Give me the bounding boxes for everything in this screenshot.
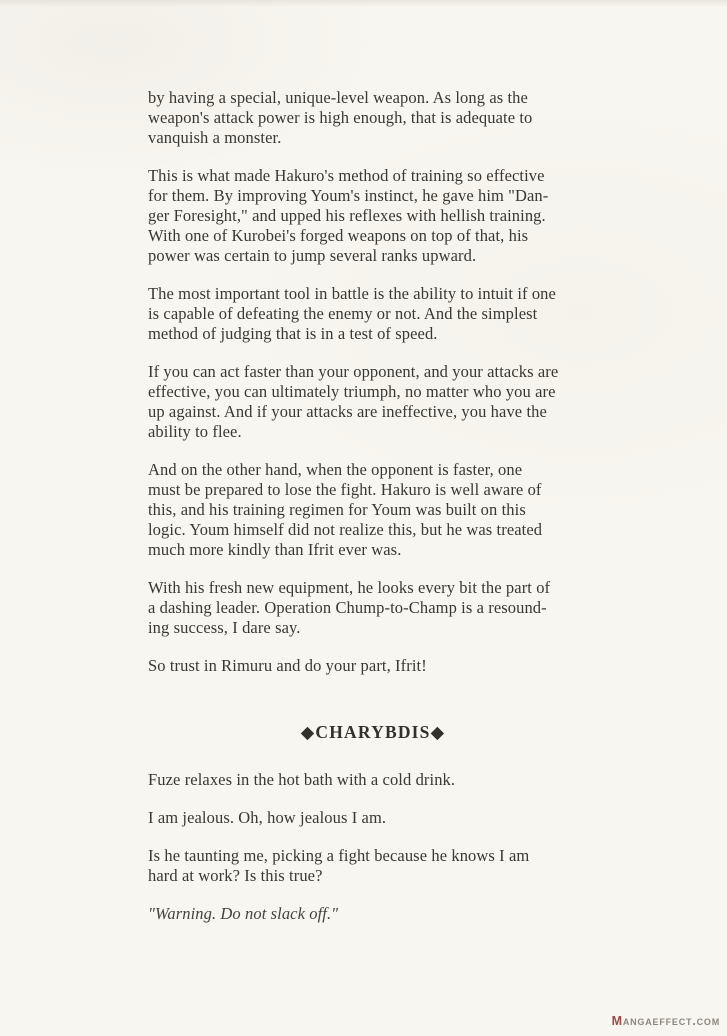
text-line: "Warning. Do not slack off."	[148, 904, 339, 923]
paragraph	[148, 578, 598, 638]
watermark-initial: M	[611, 1014, 623, 1028]
text-line: logic. Youm himself did not realize this, but he was treated	[148, 520, 543, 539]
watermark	[612, 1014, 720, 1028]
text-line: up against. And if your attacks are ineffective, you have the	[148, 402, 547, 421]
text-line: effective, you can ultimately triumph, no matter who you are	[148, 382, 556, 401]
text-line: The most important tool in battle is the ability to intuit if one	[148, 284, 556, 303]
text-line: If you can act faster than your opponent, and your attacks are	[148, 362, 559, 381]
text-line: Is he taunting me, picking a fight because he knows I am	[148, 846, 530, 865]
text-line: weapon's attack power is high enough, that is adequate to	[148, 108, 533, 127]
text-line: ing success, I dare say.	[148, 618, 301, 637]
text-line: by having a special, unique-level weapon. As long as the	[148, 88, 528, 107]
text-line: Fuze relaxes in the hot bath with a cold drink.	[148, 770, 456, 789]
paragraph	[148, 770, 598, 790]
text-line: a dashing leader. Operation Chump-to-Champ is a resound-	[148, 598, 547, 617]
paragraph	[148, 460, 598, 560]
text-line: for them. By improving Youm's instinct, he gave him "Dan-	[148, 186, 549, 205]
text-line: must be prepared to lose the fight. Hakuro is well aware of	[148, 480, 542, 499]
text-line: ger Foresight," and upped his reflexes with hellish training.	[148, 206, 546, 225]
text-line: much more kindly than Ifrit ever was.	[148, 540, 402, 559]
paragraph	[148, 166, 598, 266]
text-line: I am jealous. Oh, how jealous I am.	[148, 808, 387, 827]
text-line: This is what made Hakuro's method of training so effective	[148, 166, 545, 185]
quote-paragraph	[148, 904, 598, 924]
paragraph	[148, 656, 598, 676]
text-line: this, and his training regimen for Youm was built on this	[148, 500, 526, 519]
section-heading: ◆CHARYBDIS◆	[300, 722, 446, 742]
text-line: With his fresh new equipment, he looks every bit the part of	[148, 578, 551, 597]
paragraph	[148, 284, 598, 344]
text-line: hard at work? Is this true?	[148, 866, 323, 885]
text-line: And on the other hand, when the opponent is faster, one	[148, 460, 523, 479]
paragraph	[148, 88, 598, 148]
text-line: is capable of defeating the enemy or not. And the simplest	[148, 304, 538, 323]
paragraph	[148, 846, 598, 886]
text-line: method of judging that is in a test of speed.	[148, 324, 438, 343]
text-line: With one of Kurobei's forged weapons on top of that, his	[148, 226, 529, 245]
paragraph	[148, 808, 598, 828]
text-line: ability to flee.	[148, 422, 242, 441]
watermark-rest: angaeffect.com	[622, 1014, 720, 1028]
text-line: vanquish a monster.	[148, 128, 282, 147]
text-line: power was certain to jump several ranks upward.	[148, 246, 477, 265]
paragraph	[148, 362, 598, 442]
text-line: So trust in Rimuru and do your part, Ifrit!	[148, 656, 427, 675]
text-column	[148, 88, 598, 942]
